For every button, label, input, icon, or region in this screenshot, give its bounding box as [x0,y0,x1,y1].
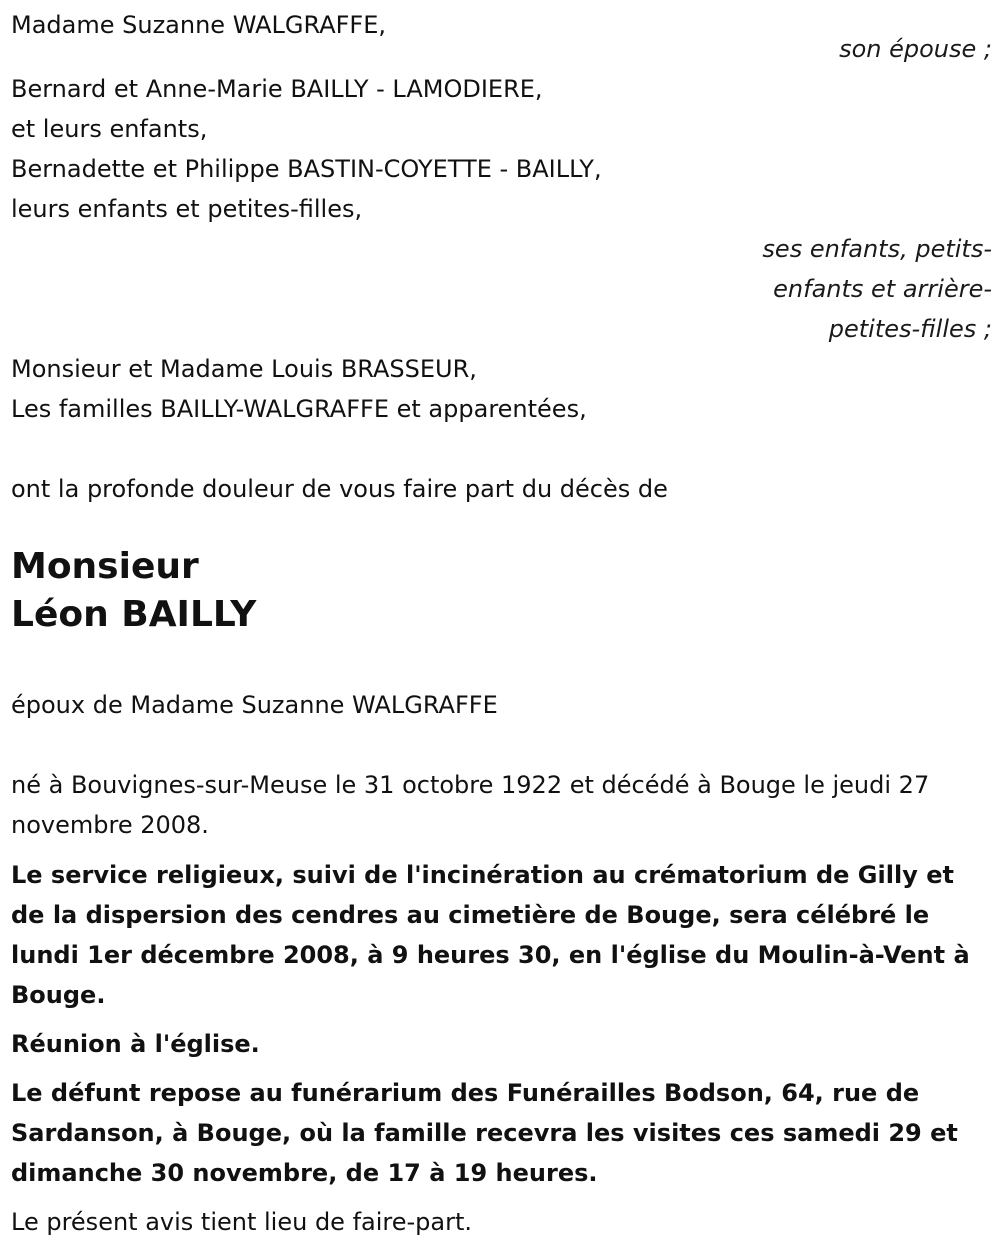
deceased-title: Monsieur [11,546,199,587]
children-role-1: ses enfants, petits- [762,235,992,263]
spouse-of: époux de Madame Suzanne WALGRAFFE [11,691,498,719]
children-role-3: petites-filles ; [828,315,992,343]
service-details: Le service religieux, suivi de l'incinération au crématorium de Gilly et de la dispersion des cendres au cimetière de Bouge, sera célébré le lundi 1er décembre 2008, à 9 heures 30, en l'église du Moulin-à-Vent à Bouge. [11,861,970,1009]
child-line-1: Bernard et Anne-Marie BAILLY - LAMODIERE, [11,75,543,103]
spouse-name: Madame Suzanne WALGRAFFE, [11,11,387,39]
funerarium-info: Le défunt repose au funérarium des Funérailles Bodson, 64, rue de Sardanson, à Bouge, où la famille recevra les visites ces samedi 29 et dimanche 30 novembre, de 17 à 19 heures. [11,1079,958,1187]
other-family-1: Monsieur et Madame Louis BRASSEUR, [11,355,477,383]
children-role-2: enfants et arrière- [773,275,992,303]
other-family-2: Les familles BAILLY-WALGRAFFE et apparentées, [11,395,587,423]
announcement: ont la profonde douleur de vous faire part du décès de [11,475,668,503]
spouse-role: son épouse ; [839,35,992,63]
deceased-name: Léon BAILLY [11,594,257,635]
deceased-heading [11,543,992,639]
child-line-2: et leurs enfants, [11,115,208,143]
child-line-3: Bernadette et Philippe BASTIN-COYETTE - BAILLY, [11,155,602,183]
meeting-info: Réunion à l'église. [11,1030,260,1058]
birth-death: né à Bouvignes-sur-Meuse le 31 octobre 1922 et décédé à Bouge le jeudi 27 novembre 2008. [11,771,930,839]
closing-note: Le présent avis tient lieu de faire-part. [11,1208,473,1236]
child-line-4: leurs enfants et petites-filles, [11,195,363,223]
